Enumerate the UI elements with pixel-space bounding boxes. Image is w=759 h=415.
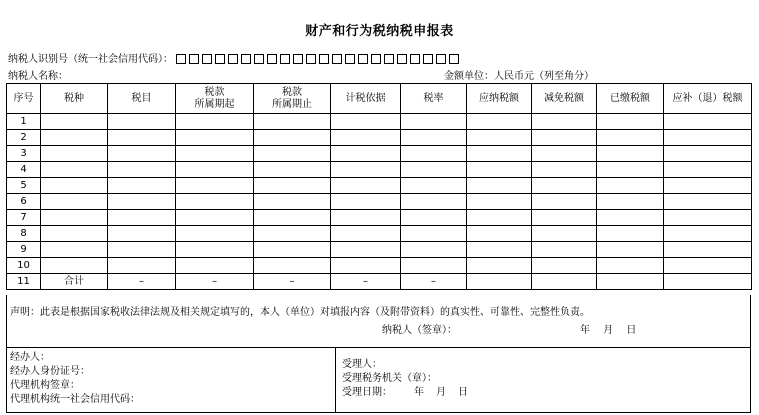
table-cell[interactable] bbox=[597, 226, 664, 242]
table-cell[interactable] bbox=[467, 162, 532, 178]
table-cell[interactable] bbox=[597, 274, 664, 290]
table-cell[interactable] bbox=[331, 258, 401, 274]
table-cell[interactable] bbox=[331, 242, 401, 258]
table-cell[interactable] bbox=[664, 194, 752, 210]
form-title: 财产和行为税纳税申报表 bbox=[305, 24, 454, 39]
table-cell[interactable] bbox=[108, 242, 176, 258]
taxpayer-id-label: 纳税人识别号（统一社会信用代码）： bbox=[8, 54, 173, 65]
table-cell[interactable] bbox=[254, 226, 331, 242]
row-number-cell: 3 bbox=[7, 146, 41, 162]
table-cell[interactable] bbox=[401, 210, 467, 226]
table-cell[interactable] bbox=[41, 178, 108, 194]
table-cell[interactable] bbox=[331, 194, 401, 210]
table-cell[interactable] bbox=[108, 210, 176, 226]
id-digit-box[interactable] bbox=[449, 54, 459, 64]
month-label: 月 bbox=[603, 325, 614, 336]
table-cell[interactable] bbox=[532, 226, 597, 242]
table-cell[interactable] bbox=[467, 114, 532, 130]
table-cell[interactable]: – bbox=[401, 274, 467, 290]
table-row bbox=[7, 114, 752, 130]
table-cell[interactable] bbox=[331, 178, 401, 194]
table-row bbox=[7, 146, 752, 162]
table-cell[interactable] bbox=[41, 130, 108, 146]
table-cell[interactable] bbox=[331, 130, 401, 146]
row-number-cell: 8 bbox=[7, 226, 41, 242]
table-cell[interactable] bbox=[176, 226, 254, 242]
table-cell[interactable] bbox=[41, 258, 108, 274]
id-digit-box[interactable] bbox=[189, 54, 199, 64]
table-cell[interactable] bbox=[597, 210, 664, 226]
table-cell[interactable] bbox=[401, 114, 467, 130]
handler-label: 经办人： bbox=[10, 352, 50, 363]
table-cell[interactable] bbox=[176, 258, 254, 274]
table-cell[interactable] bbox=[108, 146, 176, 162]
table-cell[interactable] bbox=[664, 178, 752, 194]
table-cell[interactable] bbox=[597, 194, 664, 210]
table-cell[interactable] bbox=[664, 210, 752, 226]
agency-seal-label: 代理机构签章： bbox=[10, 380, 80, 391]
row-number-cell: 11 bbox=[7, 274, 41, 290]
table-cell[interactable] bbox=[108, 162, 176, 178]
table-cell[interactable] bbox=[176, 178, 254, 194]
id-digit-box[interactable] bbox=[410, 54, 420, 64]
table-cell[interactable] bbox=[254, 162, 331, 178]
table-cell[interactable] bbox=[254, 130, 331, 146]
taxpayer-id-row bbox=[8, 50, 462, 65]
id-digit-box[interactable] bbox=[397, 54, 407, 64]
table-row bbox=[7, 194, 752, 210]
table-cell[interactable] bbox=[401, 162, 467, 178]
column-header: 应补（退）税额 bbox=[664, 84, 752, 114]
table-cell[interactable] bbox=[331, 210, 401, 226]
id-digit-box[interactable] bbox=[371, 54, 381, 64]
tax-declaration-table bbox=[6, 83, 752, 290]
table-cell[interactable] bbox=[176, 194, 254, 210]
table-row bbox=[7, 242, 752, 258]
agency-credit-code-label: 代理机构统一社会信用代码： bbox=[10, 394, 140, 405]
table-cell[interactable] bbox=[254, 194, 331, 210]
table-cell[interactable] bbox=[41, 226, 108, 242]
table-cell[interactable] bbox=[467, 258, 532, 274]
table-cell[interactable]: 合计 bbox=[41, 274, 108, 290]
table-cell[interactable] bbox=[108, 226, 176, 242]
table-cell[interactable] bbox=[664, 226, 752, 242]
table-cell[interactable] bbox=[401, 130, 467, 146]
declaration-text: 声明：此表是根据国家税收法律法规及相关规定填写的，本人（单位）对填报内容（及附带资料）的真实性、可靠性、完整性负责。 bbox=[10, 307, 590, 318]
year-label: 年 bbox=[580, 325, 590, 336]
table-cell[interactable] bbox=[108, 114, 176, 130]
id-digit-box[interactable] bbox=[202, 54, 212, 64]
handler-id-label: 经办人身份证号： bbox=[10, 366, 90, 377]
agent-receiver-section bbox=[6, 348, 751, 413]
column-header: 已缴税额 bbox=[597, 84, 664, 114]
table-cell[interactable] bbox=[254, 210, 331, 226]
table-cell[interactable] bbox=[401, 242, 467, 258]
receive-year-label: 年 bbox=[414, 387, 424, 398]
receiver-info bbox=[342, 358, 742, 400]
table-row bbox=[7, 258, 752, 274]
table-cell[interactable]: – bbox=[331, 274, 401, 290]
table-cell[interactable] bbox=[176, 162, 254, 178]
table-cell[interactable] bbox=[331, 114, 401, 130]
table-cell[interactable] bbox=[41, 210, 108, 226]
taxpayer-id-boxes[interactable] bbox=[176, 54, 462, 65]
table-cell[interactable] bbox=[41, 162, 108, 178]
id-digit-box[interactable] bbox=[176, 54, 186, 64]
row-number-cell: 10 bbox=[7, 258, 41, 274]
currency-unit-label: 金额单位：人民币元（列至角分） bbox=[444, 71, 594, 82]
table-cell[interactable]: – bbox=[254, 274, 331, 290]
id-digit-box[interactable] bbox=[345, 54, 355, 64]
column-header: 应纳税额 bbox=[467, 84, 532, 114]
id-digit-box[interactable] bbox=[215, 54, 225, 64]
table-cell[interactable] bbox=[597, 146, 664, 162]
table-cell[interactable] bbox=[254, 178, 331, 194]
table-cell[interactable] bbox=[108, 258, 176, 274]
table-cell[interactable] bbox=[254, 114, 331, 130]
id-digit-box[interactable] bbox=[306, 54, 316, 64]
table-cell[interactable] bbox=[331, 226, 401, 242]
row-number-cell: 5 bbox=[7, 178, 41, 194]
column-header: 税款 所属期起 bbox=[176, 84, 254, 114]
table-cell[interactable] bbox=[532, 130, 597, 146]
table-cell[interactable] bbox=[532, 274, 597, 290]
receiver-label: 受理人： bbox=[342, 359, 382, 370]
table-cell[interactable] bbox=[108, 194, 176, 210]
table-cell[interactable] bbox=[532, 242, 597, 258]
row-number-cell: 9 bbox=[7, 242, 41, 258]
id-digit-box[interactable] bbox=[358, 54, 368, 64]
table-cell[interactable] bbox=[254, 242, 331, 258]
table-cell[interactable] bbox=[401, 178, 467, 194]
table-row bbox=[7, 274, 752, 290]
id-digit-box[interactable] bbox=[384, 54, 394, 64]
table-row bbox=[7, 162, 752, 178]
id-digit-box[interactable] bbox=[332, 54, 342, 64]
table-cell[interactable] bbox=[176, 114, 254, 130]
table-cell[interactable] bbox=[664, 242, 752, 258]
row-number-cell: 7 bbox=[7, 210, 41, 226]
table-body bbox=[7, 114, 752, 290]
table-cell[interactable] bbox=[41, 242, 108, 258]
column-header: 序号 bbox=[7, 84, 41, 114]
table-cell[interactable] bbox=[467, 242, 532, 258]
table-cell[interactable] bbox=[254, 146, 331, 162]
table-cell[interactable] bbox=[532, 114, 597, 130]
receive-month-label: 月 bbox=[436, 387, 446, 398]
section-divider bbox=[335, 348, 336, 412]
column-header: 税率 bbox=[401, 84, 467, 114]
id-digit-box[interactable] bbox=[319, 54, 329, 64]
table-cell[interactable] bbox=[401, 258, 467, 274]
table-cell[interactable] bbox=[597, 114, 664, 130]
table-cell[interactable] bbox=[108, 130, 176, 146]
column-header: 税种 bbox=[41, 84, 108, 114]
table-cell[interactable] bbox=[41, 114, 108, 130]
table-cell[interactable] bbox=[401, 226, 467, 242]
table-cell[interactable] bbox=[254, 258, 331, 274]
table-cell[interactable] bbox=[532, 146, 597, 162]
agent-info bbox=[10, 351, 335, 407]
column-header: 计税依据 bbox=[331, 84, 401, 114]
receive-date-label: 受理日期： bbox=[342, 387, 392, 398]
table-cell[interactable] bbox=[41, 146, 108, 162]
table-cell[interactable] bbox=[467, 194, 532, 210]
table-cell[interactable] bbox=[597, 258, 664, 274]
table-cell[interactable] bbox=[467, 146, 532, 162]
table-cell[interactable] bbox=[467, 226, 532, 242]
table-cell[interactable] bbox=[664, 274, 752, 290]
table-cell[interactable] bbox=[176, 210, 254, 226]
column-header: 税目 bbox=[108, 84, 176, 114]
receive-date-row bbox=[342, 386, 742, 400]
table-cell[interactable]: – bbox=[108, 274, 176, 290]
table-cell[interactable] bbox=[597, 162, 664, 178]
table-row bbox=[7, 130, 752, 146]
tax-office-label: 受理税务机关（章）： bbox=[342, 373, 437, 384]
table-cell[interactable] bbox=[532, 258, 597, 274]
table-cell[interactable] bbox=[401, 146, 467, 162]
table-cell[interactable] bbox=[664, 114, 752, 130]
table-cell[interactable] bbox=[176, 130, 254, 146]
id-digit-box[interactable] bbox=[293, 54, 303, 64]
table-cell[interactable] bbox=[331, 146, 401, 162]
table-cell[interactable] bbox=[664, 130, 752, 146]
table-cell[interactable] bbox=[597, 178, 664, 194]
table-cell[interactable]: – bbox=[176, 274, 254, 290]
table-cell[interactable] bbox=[331, 162, 401, 178]
table-cell[interactable] bbox=[664, 146, 752, 162]
id-digit-box[interactable] bbox=[423, 54, 433, 64]
column-header: 减免税额 bbox=[532, 84, 597, 114]
table-cell[interactable] bbox=[108, 178, 176, 194]
table-header-row bbox=[7, 84, 752, 114]
table-cell[interactable] bbox=[532, 194, 597, 210]
table-row bbox=[7, 210, 752, 226]
table-cell[interactable] bbox=[467, 178, 532, 194]
table-cell[interactable] bbox=[597, 242, 664, 258]
table-row bbox=[7, 178, 752, 194]
column-header: 税款 所属期止 bbox=[254, 84, 331, 114]
row-number-cell: 4 bbox=[7, 162, 41, 178]
table-row bbox=[7, 226, 752, 242]
table-cell[interactable] bbox=[467, 274, 532, 290]
table-cell[interactable] bbox=[467, 130, 532, 146]
row-number-cell: 6 bbox=[7, 194, 41, 210]
table-cell[interactable] bbox=[532, 178, 597, 194]
table-cell[interactable] bbox=[664, 162, 752, 178]
table-cell[interactable] bbox=[467, 210, 532, 226]
id-digit-box[interactable] bbox=[280, 54, 290, 64]
taxpayer-signature-label: 纳税人（签章）： bbox=[382, 325, 457, 336]
table-cell[interactable] bbox=[664, 258, 752, 274]
id-digit-box[interactable] bbox=[241, 54, 251, 64]
receive-day-label: 日 bbox=[458, 387, 468, 398]
table-cell[interactable] bbox=[597, 130, 664, 146]
row-number-cell: 2 bbox=[7, 130, 41, 146]
table-cell[interactable] bbox=[41, 194, 108, 210]
table-cell[interactable] bbox=[176, 242, 254, 258]
id-digit-box[interactable] bbox=[254, 54, 264, 64]
row-number-cell: 1 bbox=[7, 114, 41, 130]
id-digit-box[interactable] bbox=[267, 54, 277, 64]
table-cell[interactable] bbox=[532, 210, 597, 226]
taxpayer-name-label: 纳税人名称： bbox=[8, 71, 68, 82]
table-cell[interactable] bbox=[176, 146, 254, 162]
declaration-section bbox=[6, 295, 751, 348]
id-digit-box[interactable] bbox=[436, 54, 446, 64]
table-cell[interactable] bbox=[401, 194, 467, 210]
declaration-date bbox=[580, 321, 646, 336]
table-cell[interactable] bbox=[532, 162, 597, 178]
id-digit-box[interactable] bbox=[228, 54, 238, 64]
day-label: 日 bbox=[626, 325, 637, 336]
